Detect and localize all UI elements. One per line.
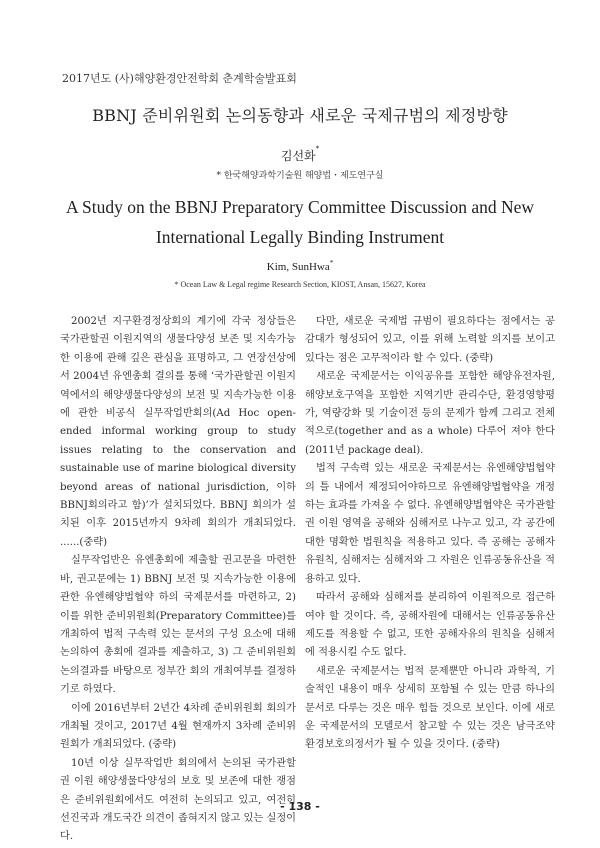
paragraph: 새로운 국제문서는 이익공유를 포함한 해양유전자원, 해양보호구역을 포함한 지역기반 관리수단, 환경영향평가, 역량강화 및 기술이전 등의 문제가 함께 그리고 전체적으로(together and as a whole) 다루어 져야 한다(2011년 package deal).	[305, 371, 555, 456]
korean-title: BBNJ 준비위원회 논의동향과 새로운 국제규범의 제정방향	[92, 106, 508, 125]
conference-header: 2017년도 (사)해양환경안전학회 춘계학술발표회	[62, 72, 297, 85]
english-title-line-2: International Legally Binding Instrument	[155, 227, 445, 247]
paragraph: 이에 2016년부터 2년간 4차례 준비위원회 회의가 개최될 것이고, 2017년 4월 현재까지 3차례 준비위원회가 개최되었다. (중략)	[60, 702, 296, 751]
paragraph: 실무작업반은 유엔총회에 제출할 권고문을 마련한 바, 권고문에는 1) BBNJ 보전 및 지속가능한 이용에 관한 유엔해양법협약 하의 국제문서를 마련하고, 2) 이를 위한 준비위원회(Preparatory Committee)를 개최하여 법적 구속력 있는 문서의 구성 요소에 대해 논의하여 총회에 결과를 제출하고, 3) 그 준비위원회 논의결과를 바탕으로 정부간 회의 개최여부를 결정하기로 하였다.	[60, 555, 296, 696]
author-en-footnote-mark: *	[329, 259, 334, 267]
paragraph: 다만, 새로운 국제법 규범이 필요하다는 점에서는 공감대가 형성되어 있고, 이를 위해 노력할 의지를 보이고 있다는 점은 고무적이라 할 수 있다. (중략)	[305, 316, 555, 364]
author-name-en: Kim, SunHwa	[266, 261, 330, 273]
paragraph: 2002년 지구환경정상회의 계기에 각국 정상들은 국가관할권 이원지역의 생물다양성 보존 및 지속가능한 이용에 관해 깊은 관심을 표명하고, 그 연장선상에서 2004년 유엔총회 결의를 통해 ‘국가관할권 이원지역에서의 해양생물다양성의 보전 및 지속가능한 이용에 관한 비공식 실무작업반회의(Ad Hoc open-ended informal working group to study issues relating to the conservation and sustainable use of marine biological diversity beyond areas of national jurisdiction, 이하 BBNJ회의라고 함)’가 설치되었다. BBNJ 회의가 설치된 이후 2015년까지 9차례 회의가 개최되었다. ......(중략)	[60, 316, 296, 548]
author-name: 김선화	[280, 149, 316, 163]
korean-author	[0, 147, 600, 164]
left-column	[60, 313, 296, 847]
right-column	[305, 313, 555, 755]
english-author	[0, 261, 600, 273]
paragraph: 10년 이상 실무작업반 회의에서 논의된 국가관할권 이원 해양생물다양성의 보호 및 보존에 대한 쟁점은 준비위원회에서도 여전히 논의되고 있고, 여전히 선진국과 개도국간 의견이 좁혀지지 않고 있는 실정이다.	[60, 757, 296, 843]
author-footnote-mark: *	[315, 145, 320, 153]
paragraph: 따라서 공해와 심해저를 분리하여 이원적으로 접근하여야 할 것이다. 즉, 공해자원에 대해서는 인류공동유산제도를 적용할 수 없고, 또한 공해자유의 원칙을 심해저에 적용시킬 수도 없다.	[305, 592, 555, 659]
english-title-line-1: A Study on the BBNJ Preparatory Committee Discussion and New	[65, 197, 535, 217]
paragraph: 법적 구속력 있는 새로운 국제문서는 유엔해양법협약의 틀 내에서 제정되어야하므로 유엔해양법협약을 개정하는 효과를 가져올 수 없다. 유엔해양법협약은 국가관할권 이원 영역을 공해와 심해저로 나누고 있고, 각 공간에 대한 명확한 법원칙을 적용하고 있다. 즉 공해는 공해자유원칙, 심해저는 심해저와 그 자원은 인류공동유산을 적용하고 있다.	[305, 463, 555, 585]
korean-affiliation: * 한국해양과학기술원 해양법・제도연구실	[216, 171, 384, 181]
paragraph: 새로운 국제문서는 법적 문제뿐만 아니라 과학적, 기술적인 내용이 매우 상세히 포함될 수 있는 만큼 하나의 문서로 다루는 것은 매우 힘들 것으로 보인다. 이에 새로운 국제문서의 모델로서 참고할 수 있는 것은 남극조약 환경보호의정서가 될 수 있을 것이다. (중략)	[305, 665, 555, 751]
english-title	[0, 192, 600, 252]
page-number: - 138 -	[280, 800, 320, 813]
english-affiliation: * Ocean Law & Legal regime Research Section, KIOST, Ansan, 15627, Korea	[174, 280, 426, 289]
